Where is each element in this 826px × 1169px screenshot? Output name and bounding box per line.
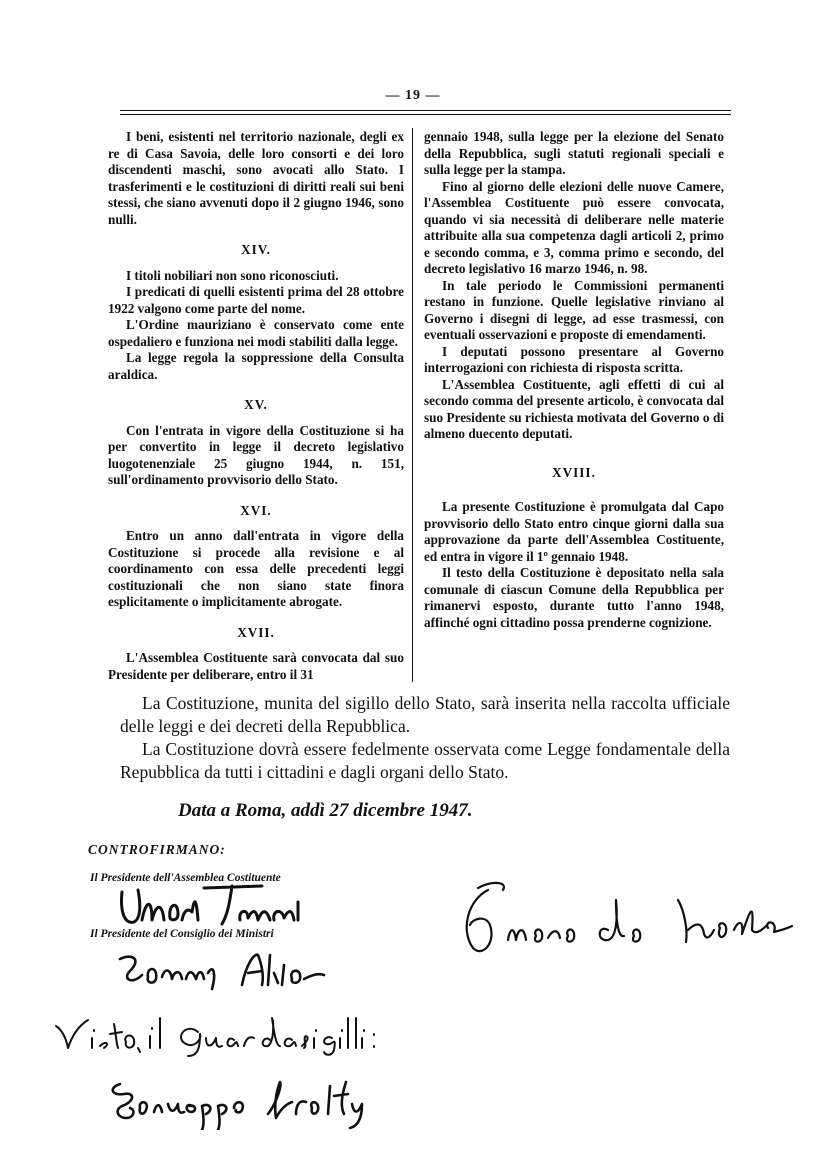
- paragraph: I beni, esistenti nel territorio nazionale, degli ex re di Casa Savoia, delle loro consorti e dei loro discendenti maschi, sono avocati allo Stato. I trasferimenti e le costituzioni di diritti reali sui beni stessi, che siano avvenuti dopo il 2 giugno 1946, sono nulli.: [108, 129, 404, 227]
- paragraph: Fino al giorno delle elezioni delle nuove Camere, l'Assemblea Costituente può essere convocata, quando vi sia necessità di deliberare nelle materie attribuite alla sua competenza dagli articoli 2, primo e secondo comma, e 3, comma primo e secondo, del decreto legislativo 16 marzo 1946, n. 98.: [424, 178, 724, 276]
- paragraph: La Costituzione, munita del sigillo dello Stato, sarà inserita nella raccolta ufficiale delle leggi e dei decreti della Repubblica.: [120, 693, 730, 736]
- role-president-assembly: Il Presidente dell'Assemblea Costituente: [90, 872, 281, 884]
- final-provisions: [120, 692, 730, 784]
- article-heading: XVI.: [240, 502, 272, 518]
- paragraph: In tale periodo le Commissioni permanenti restano in funzione. Quelle legislative rinviano al Governo i disegni di legge, ad esse trasmessi, con eventuali osservazioni e proposte di emendamenti.: [424, 277, 724, 342]
- date-line: Data a Roma, addì 27 dicembre 1947.: [178, 800, 473, 821]
- signature-de-gasperi: [112, 945, 332, 995]
- paragraph: I titoli nobiliari non sono riconosciuti.: [126, 267, 339, 283]
- page-number: — 19 —: [385, 88, 441, 103]
- signature-visto-guardasigilli: [48, 1008, 388, 1058]
- right-column: [424, 129, 724, 631]
- column-divider: [412, 128, 413, 682]
- paragraph: La presente Costituzione è promulgata dal Capo provvisorio dello Stato entro cinque giorni dalla sua approvazione da parte dell'Assemblea Costituente, ed entra in vigore il 1º gennaio 1948.: [424, 499, 724, 564]
- paragraph: L'Ordine mauriziano è conservato come ente ospedaliero e funziona nei modi stabiliti dalla legge.: [108, 317, 404, 349]
- header-rule-bottom: [120, 114, 731, 115]
- paragraph: I deputati possono presentare al Governo interrogazioni con richiesta di risposta scritta.: [424, 343, 724, 375]
- paragraph: La Costituzione dovrà essere fedelmente osservata come Legge fondamentale della Repubblica da tutti i cittadini e dagli organi dello Stato.: [120, 739, 730, 782]
- role-president-council: Il Presidente del Consiglio dei Ministri: [90, 928, 274, 940]
- paragraph: L'Assemblea Costituente, agli effetti di cui al secondo comma del presente articolo, è convocata dal suo Presidente su richiesta motivata del Governo o di almeno duecento deputati.: [424, 376, 724, 441]
- signature-grassi: [100, 1074, 370, 1130]
- header-rule-top: [120, 110, 731, 111]
- paragraph: gennaio 1948, sulla legge per la elezione del Senato della Repubblica, sugli statuti regionali speciali e sulla legge per la stampa.: [424, 129, 724, 177]
- paragraph: La legge regola la soppressione della Consulta araldica.: [108, 350, 404, 382]
- countersign-label: CONTROFIRMANO:: [88, 842, 226, 857]
- paragraph: L'Assemblea Costituente sarà convocata dal suo Presidente per deliberare, entro il 31: [108, 650, 404, 682]
- paragraph: I predicati di quelli esistenti prima del 28 ottobre 1922 valgono come parte del nome.: [108, 284, 404, 316]
- signature-de-nicola: [448, 870, 798, 960]
- left-column: [108, 129, 404, 683]
- signature-terracini: [112, 880, 312, 935]
- paragraph: Entro un anno dall'entrata in vigore della Costituzione si procede alla revisione e al coordinamento con essa delle precedenti leggi costituzionali che non siano state finora esplicitamente o implicitamente abrogate.: [108, 528, 404, 609]
- article-heading: XV.: [244, 397, 268, 412]
- article-heading: XIV.: [241, 242, 271, 257]
- paragraph: Il testo della Costituzione è depositato nella sala comunale di ciascun Comune della Repubblica per rimanervi esposto, durante tutto l'anno 1948, affinché ogni cittadino possa prenderne cognizione.: [424, 565, 724, 630]
- article-heading: XVIII.: [552, 464, 596, 480]
- article-heading: XVII.: [237, 624, 275, 640]
- paragraph: Con l'entrata in vigore della Costituzione si ha per convertito in legge il decreto legislativo luogotenenziale 25 giugno 1944, n. 151, sull'ordinamento provvisorio dello Stato.: [108, 422, 404, 487]
